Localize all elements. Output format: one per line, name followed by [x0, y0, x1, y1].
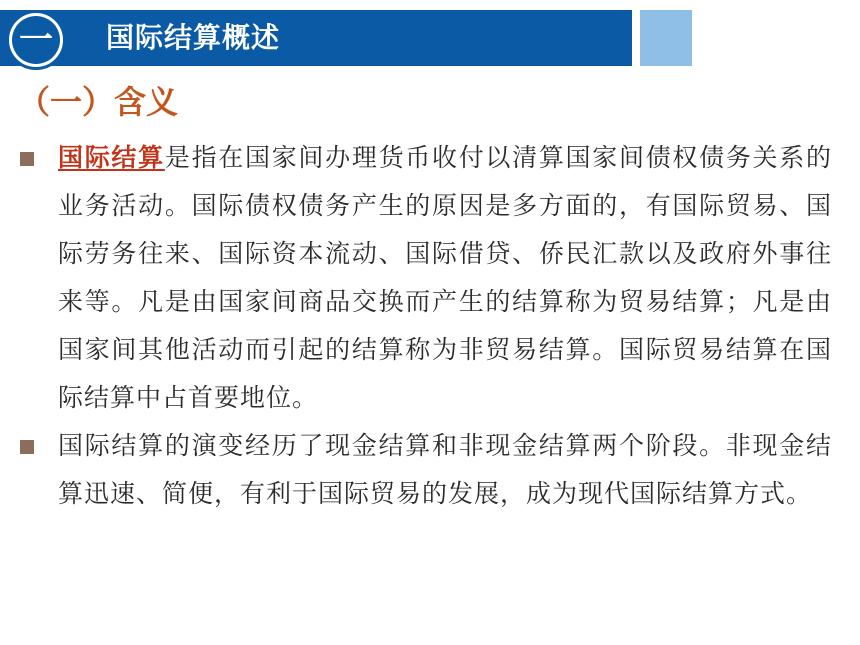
square-bullet-icon — [20, 152, 34, 166]
section-number: 一 — [12, 16, 60, 64]
section-number-badge — [6, 10, 66, 70]
bullet-text — [58, 134, 832, 422]
content-body — [16, 134, 832, 518]
bullet-item-evolution — [16, 422, 832, 518]
bullet-body: 是指在国家间办理货币收付以清算国家间债权债务关系的业务活动。国际债权债务产生的原因是多方面的，有国际贸易、国际劳务往来、国际资本流动、国际借贷、侨民汇款以及政府外事往来等。凡是由国家间商品交换而产生的结算称为贸易结算；凡是由国家间其他活动而引起的结算称为非贸易结算。国际贸易结算在国际结算中占首要地位。 — [58, 143, 832, 412]
bullet-item-definition — [16, 134, 832, 422]
page-title: 国际结算概述 — [106, 21, 281, 54]
highlighted-term: 国际结算 — [58, 143, 165, 172]
bullet-text: 国际结算的演变经历了现金结算和非现金结算两个阶段。非现金结算迅速、简便，有利于国际贸易的发展，成为现代国际结算方式。 — [58, 431, 832, 508]
title-accent-block — [640, 10, 692, 66]
title-bar — [0, 10, 632, 66]
square-bullet-icon — [20, 440, 34, 454]
section-subheading: （一）含义 — [18, 83, 179, 121]
